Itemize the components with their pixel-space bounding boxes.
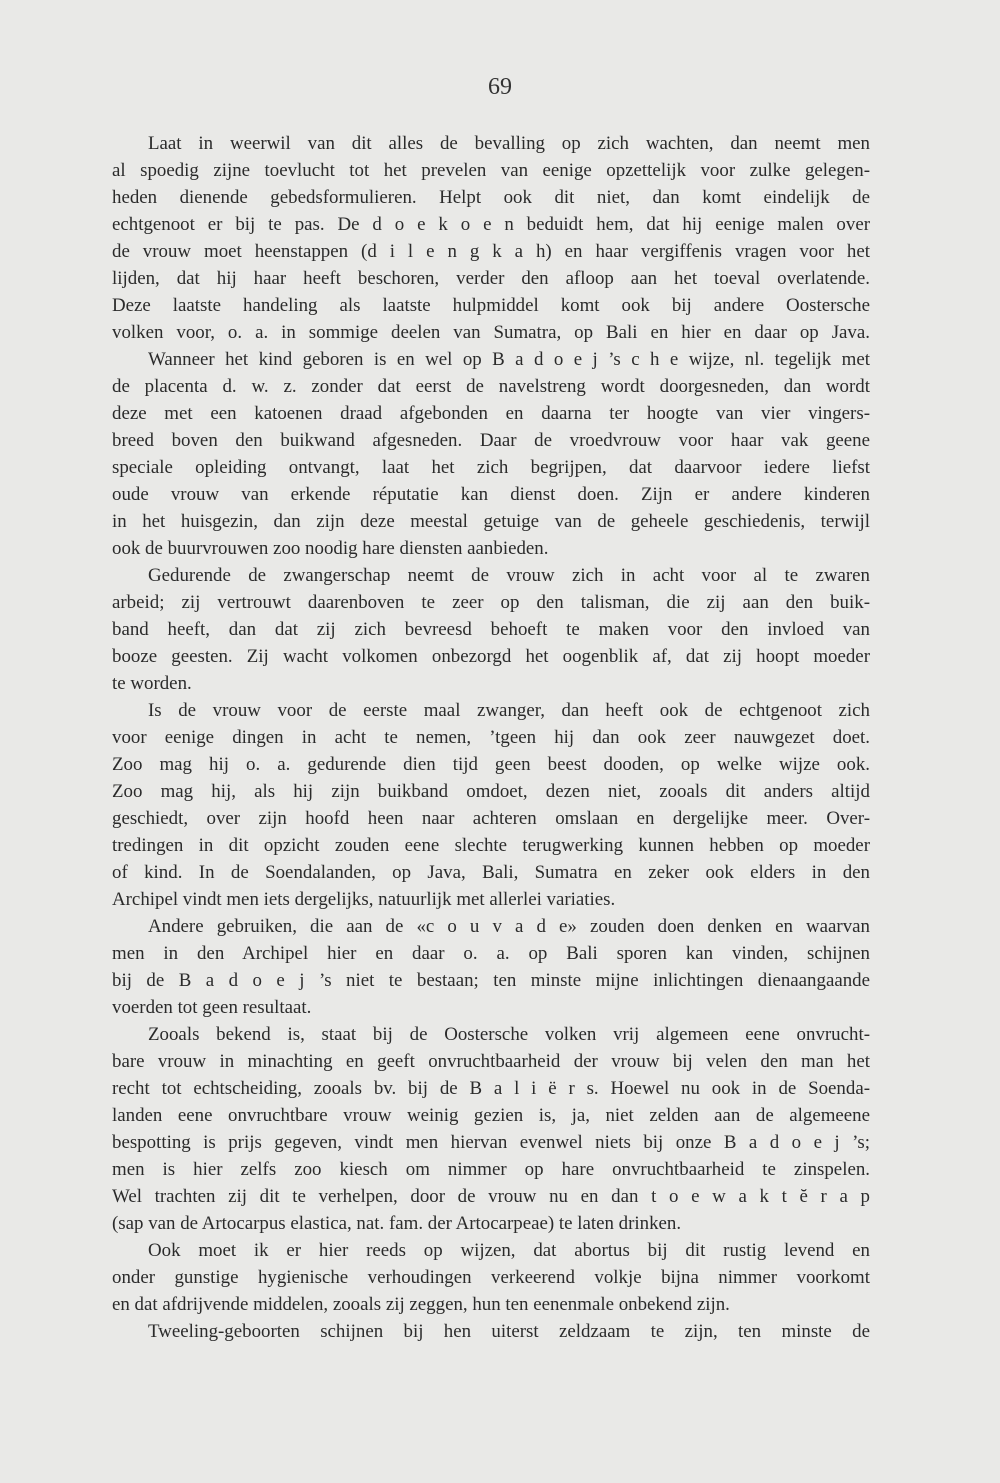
text-line: geschiedt, over zijn hoofd heen naar achteren omslaan en dergelijke meer. Over- (112, 808, 870, 829)
text-line: Ook moet ik er hier reeds op wijzen, dat abortus bij dit rustig levend en (148, 1240, 870, 1261)
text-line: Laat in weerwil van dit alles de bevalling op zich wachten, dan neemt men (148, 133, 870, 154)
text-line: onder gunstige hygienische verhoudingen verkeerend volkje bijna nimmer voorkomt (112, 1267, 870, 1288)
text-line: en dat afdrijvende middelen, zooals zij zeggen, hun ten eenenmale onbekend zijn. (112, 1294, 730, 1315)
text-line: men is hier zelfs zoo kiesch om nimmer op hare onvruchtbaarheid te zinspelen. (112, 1159, 870, 1180)
text-line: Zoo mag hij, als hij zijn buikband omdoet, dezen niet, zooals dit anders altijd (112, 781, 870, 802)
text-line: de placenta d. w. z. zonder dat eerst de navelstreng wordt doorgesneden, dan wordt (112, 376, 870, 397)
text-line: Zoo mag hij o. a. gedurende dien tijd geen beest dooden, op welke wijze ook. (112, 754, 870, 775)
text-line: voor eenige dingen in acht te nemen, ’tgeen hij dan ook zeer nauwgezet doet. (112, 727, 870, 748)
text-line: tredingen in dit opzicht zouden eene slechte terugwerking kunnen hebben op moeder (112, 835, 870, 856)
text-line: echtgenoot er bij te pas. De d o e k o e n beduidt hem, dat hij eenige malen over (112, 214, 870, 235)
text-line: voerden tot geen resultaat. (112, 997, 312, 1018)
text-line: heden dienende gebedsformulieren. Helpt ook dit niet, dan komt eindelijk de (112, 187, 870, 208)
text-line: arbeid; zij vertrouwt daarenboven te zeer op den talisman, die zij aan den buik- (112, 592, 870, 613)
text-line: bare vrouw in minachting en geeft onvruchtbaarheid der vrouw bij velen den man het (112, 1051, 870, 1072)
text-line: Wanneer het kind geboren is en wel op B a d o e j ’s c h e wijze, nl. tegelijk met (148, 349, 870, 370)
text-line: Gedurende de zwangerschap neemt de vrouw zich in acht voor al te zwaren (148, 565, 870, 586)
text-line: deze met een katoenen draad afgebonden en daarna ter hoogte van vier vingers- (112, 403, 870, 424)
text-line: lijden, dat hij haar heeft beschoren, verder den afloop aan het toeval overlatende. (112, 268, 870, 289)
page-number: 69 (488, 74, 512, 100)
text-line: al spoedig zijne toevlucht tot het prevelen van eenige opzettelijk voor zulke gelegen- (112, 160, 870, 181)
text-line: in het huisgezin, dan zijn deze meestal getuige van de geheele geschiedenis, terwijl (112, 511, 870, 532)
text-line: recht tot echtscheiding, zooals bv. bij de B a l i ë r s. Hoewel nu ook in de Soenda- (112, 1078, 870, 1099)
text-line: Andere gebruiken, die aan de «c o u v a d e» zouden doen denken en waarvan (148, 916, 870, 937)
body-text (112, 130, 870, 1345)
text-line: Archipel vindt men iets dergelijks, natuurlijk met allerlei variaties. (112, 889, 616, 910)
text-line: Zooals bekend is, staat bij de Oostersche volken vrij algemeen eene onvrucht- (148, 1024, 870, 1045)
text-line: men in den Archipel hier en daar o. a. op Bali sporen kan vinden, schijnen (112, 943, 870, 964)
text-line: oude vrouw van erkende réputatie kan dienst doen. Zijn er andere kinderen (112, 484, 870, 505)
text-line: ook de buurvrouwen zoo noodig hare diensten aanbieden. (112, 538, 549, 559)
text-line: Is de vrouw voor de eerste maal zwanger, dan heeft ook de echtgenoot zich (148, 700, 870, 721)
text-line: bij de B a d o e j ’s niet te bestaan; ten minste mijne inlichtingen dienaangaande (112, 970, 870, 991)
text-line: de vrouw moet heenstappen (d i l e n g k a h) en haar vergiffenis vragen voor het (112, 241, 870, 262)
text-line: speciale opleiding ontvangt, laat het zich begrijpen, dat daarvoor iedere liefst (112, 457, 870, 478)
text-line: Deze laatste handeling als laatste hulpmiddel komt ook bij andere Oostersche (112, 295, 870, 316)
text-line: te worden. (112, 673, 192, 694)
text-line: Tweeling-geboorten schijnen bij hen uiterst zeldzaam te zijn, ten minste de (148, 1321, 870, 1342)
text-line: band heeft, dan dat zij zich bevreesd behoeft te maken voor den invloed van (112, 619, 870, 640)
text-line: landen eene onvruchtbare vrouw weinig gezien is, ja, niet zelden aan de algemeene (112, 1105, 870, 1126)
text-line: of kind. In de Soendalanden, op Java, Bali, Sumatra en zeker ook elders in den (112, 862, 870, 883)
text-line: (sap van de Artocarpus elastica, nat. fam. der Artocarpeae) te laten drinken. (112, 1213, 682, 1234)
text-line: booze geesten. Zij wacht volkomen onbezorgd het oogenblik af, dat zij hoopt moeder (112, 646, 870, 667)
text-line: breed boven den buikwand afgesneden. Daar de vroedvrouw voor haar vak geene (112, 430, 870, 451)
text-line: bespotting is prijs gegeven, vindt men hiervan evenwel niets bij onze B a d o e j ’s; (112, 1132, 870, 1153)
text-line: Wel trachten zij dit te verhelpen, door de vrouw nu en dan t o e w a k t ĕ r a p (112, 1186, 870, 1207)
text-line: volken voor, o. a. in sommige deelen van Sumatra, op Bali en hier en daar op Java. (112, 322, 870, 343)
